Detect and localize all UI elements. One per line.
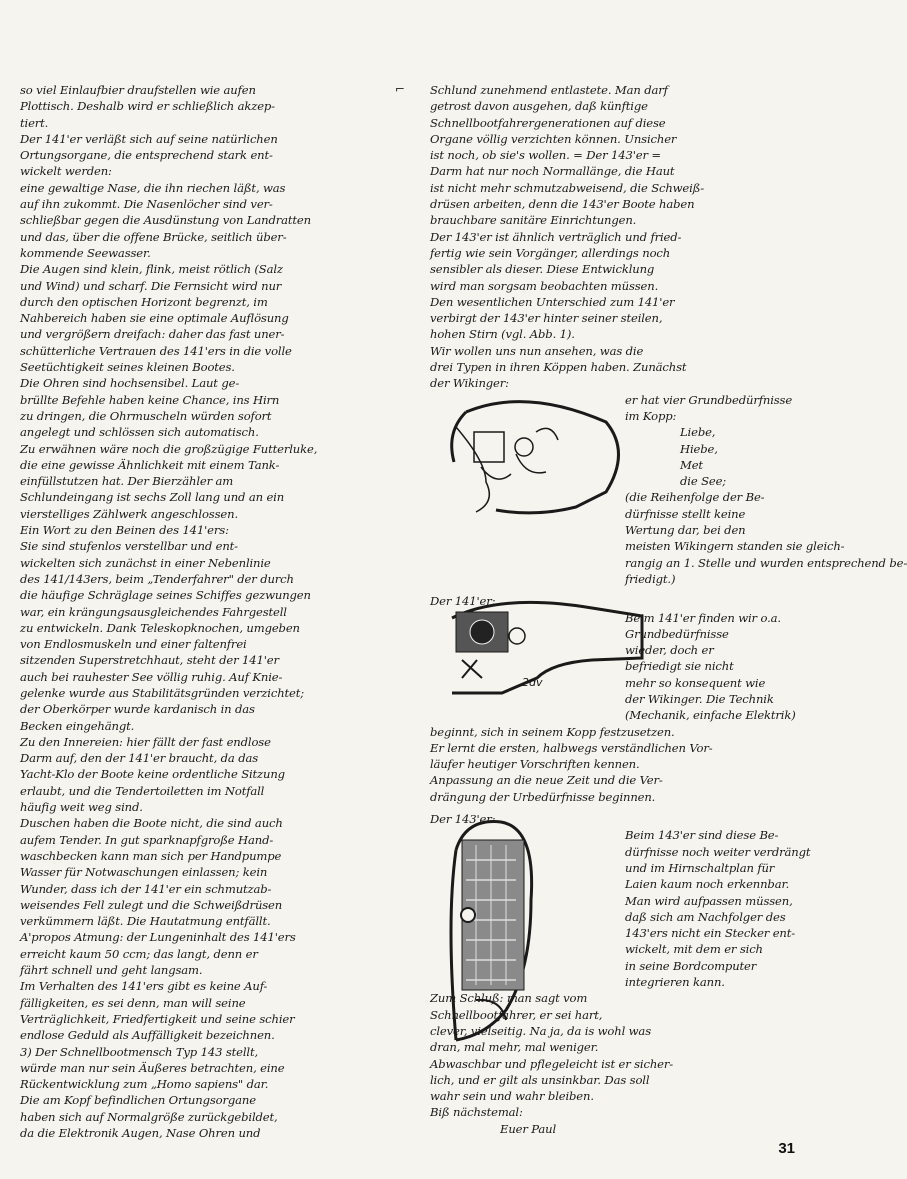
- text-line: dürfnisse noch weiter verdrängt: [625, 844, 811, 859]
- text-line: angelegt und schlössen sich automatisch.: [20, 425, 259, 440]
- text-line: mehr so konsequent wie: [625, 675, 766, 690]
- text-line: 3) Der Schnellbootmensch Typ 143 stellt,: [20, 1044, 259, 1059]
- text-line: zu entwickeln. Dank Teleskopknochen, umgeben: [20, 620, 300, 635]
- text-line: Wertung dar, bei den: [625, 523, 746, 538]
- text-line: befriedigt sie nicht: [625, 659, 734, 674]
- text-line: auch bei rauhester See völlig ruhig. Auf Knie-: [20, 669, 283, 684]
- text-line: Den wesentlichen Unterschied zum 141'er: [430, 294, 675, 309]
- text-line: sitzenden Superstretchhaut, steht der 141'er: [20, 653, 279, 668]
- text-line: Wunder, dass ich der 141'er ein schmutzab-: [20, 881, 272, 896]
- text-line: zu dringen, die Ohrmuscheln würden sofort: [20, 408, 272, 423]
- text-line: Seetüchtigkeit seines kleinen Bootes.: [20, 360, 235, 375]
- text-line: ist nicht mehr schmutzabweisend, die Schweiß-: [430, 180, 705, 195]
- text-line: clever, vielseitig. Na ja, da is wohl was: [430, 1023, 651, 1038]
- text-line: vierstelliges Zählwerk angeschlossen.: [20, 506, 238, 521]
- text-line: lich, und er gilt als unsinkbar. Das soll: [430, 1072, 650, 1087]
- text-line: Die am Kopf befindlichen Ortungsorgane: [20, 1093, 256, 1108]
- text-line: Schnellbootfahrer, er sei hart,: [430, 1007, 603, 1022]
- text-line: waschbecken kann man sich per Handpumpe: [20, 848, 282, 863]
- text-line: brauchbare sanitäre Einrichtungen.: [430, 213, 637, 228]
- text-line: Plottisch. Deshalb wird er schließlich akzep-: [20, 99, 275, 114]
- text-line: erreicht kaum 50 ccm; das langt, denn er: [20, 946, 258, 961]
- text-line: friedigt.): [625, 571, 676, 586]
- text-line: und vergrößern dreifach: daher das fast uner-: [20, 327, 285, 342]
- text-line: die häufige Schräglage seines Schiffes gezwungen: [20, 588, 311, 603]
- text-line: drüsen arbeiten, denn die 143'er Boote haben: [430, 197, 695, 212]
- text-line: haben sich auf Normalgröße zurückgebildet,: [20, 1109, 278, 1124]
- text-line: Der 141'er verläßt sich auf seine natürlichen: [20, 131, 278, 146]
- arrow-mark: ⌐: [395, 82, 406, 96]
- text-line: läufer heutiger Vorschriften kennen.: [430, 757, 640, 772]
- text-line: wahr sein und wahr bleiben.: [430, 1089, 594, 1104]
- text-line: im Kopp:: [625, 408, 677, 423]
- text-line: verkümmern läßt. Die Hautatmung entfällt.: [20, 914, 271, 929]
- typ143-head-illustration: [446, 820, 541, 1045]
- text-line: hohen Stirn (vgl. Abb. 1).: [430, 327, 575, 342]
- text-line: Beim 143'er sind diese Be-: [625, 828, 779, 843]
- text-line: Beim 141'er finden wir o.a.: [625, 610, 781, 625]
- text-line: Met: [680, 457, 703, 472]
- text-line: Schlund zunehmend entlastete. Man darf: [430, 83, 668, 97]
- text-line: die eine gewisse Ähnlichkeit mit einem Tank-: [20, 457, 280, 472]
- text-line: A'propos Atmung: der Lungeninhalt des 141'ers: [20, 930, 296, 945]
- text-line: fährt schnell und geht langsam.: [20, 963, 203, 978]
- text-line: da die Elektronik Augen, Nase Ohren und: [20, 1126, 261, 1140]
- text-line: Abwaschbar und pflegeleicht ist er sicher-: [430, 1056, 674, 1071]
- text-line: Er lernt die ersten, halbwegs verständlichen Vor-: [430, 740, 713, 755]
- left-column: [20, 82, 412, 1141]
- text-line: der Wikinger. Die Technik: [625, 691, 774, 706]
- text-line: Der 141'er:: [430, 594, 496, 609]
- text-line: Nahbereich haben sie eine optimale Auflösung: [20, 311, 289, 326]
- text-line: Die Augen sind klein, flink, meist rötlich (Salz: [20, 262, 283, 277]
- text-line: brüllte Befehle haben keine Chance, ins Hirn: [20, 392, 280, 407]
- text-line: Anpassung an die neue Zeit und die Ver-: [430, 773, 663, 788]
- text-line: eine gewaltige Nase, die ihn riechen läßt, was: [20, 180, 286, 195]
- text-line: Man wird aufpassen müssen,: [625, 893, 793, 908]
- text-line: (die Reihenfolge der Be-: [625, 490, 765, 505]
- text-line: integrieren kann.: [625, 975, 725, 990]
- right-intro: [430, 82, 810, 392]
- text-line: Im Verhalten des 141'ers gibt es keine Auf-: [20, 979, 268, 994]
- text-line: und im Hirnschaltplan für: [625, 860, 775, 875]
- text-line: der Oberkörper wurde kardanisch in das: [20, 702, 255, 717]
- text-line: Grundbedürfnisse: [625, 626, 729, 641]
- text-line: des 141/143ers, beim „Tenderfahrer" der durch: [20, 571, 294, 586]
- text-line: in seine Bordcomputer: [625, 958, 757, 973]
- text-line: auf ihn zukommt. Die Nasenlöcher sind ver-: [20, 197, 273, 212]
- text-line: Hiebe,: [680, 441, 718, 456]
- text-line: Schnellbootfahrergenerationen auf diese: [430, 115, 666, 130]
- text-line: dran, mal mehr, mal weniger.: [430, 1040, 599, 1055]
- text-line: war, ein krängungsausgleichendes Fahrgestell: [20, 604, 287, 619]
- text-line: tiert.: [20, 115, 49, 130]
- text-line: wird man sorgsam beobachten müssen.: [430, 278, 659, 293]
- text-line: der Wikinger:: [430, 376, 509, 391]
- text-line: Verträglichkeit, Friedfertigkeit und seine schier: [20, 1011, 295, 1026]
- text-line: und das, über die offene Brücke, seitlich über-: [20, 229, 287, 244]
- text-line: fälligkeiten, es sei denn, man will seine: [20, 995, 246, 1010]
- text-line: Die Ohren sind hochsensibel. Laut ge-: [20, 376, 240, 391]
- text-line: Schlundeingang ist sechs Zoll lang und an ein: [20, 490, 285, 505]
- text-line: wickelten sich zunächst in einer Nebenlinie: [20, 555, 271, 570]
- text-line: von Endlosmuskeln und einer faltenfrei: [20, 637, 247, 652]
- text-line: Wasser für Notwaschungen einlassen; kein: [20, 865, 268, 880]
- typ141-head-illustration: [442, 598, 652, 698]
- text-line: verbirgt der 143'er hinter seiner steilen,: [430, 311, 663, 326]
- text-line: wieder, doch er: [625, 643, 714, 658]
- text-line: er hat vier Grundbedürfnisse: [625, 392, 793, 407]
- page-number: 31: [778, 1140, 795, 1157]
- text-line: getrost davon ausgehen, daß künftige: [430, 99, 648, 114]
- text-line: 143'ers nicht ein Stecker ent-: [625, 926, 796, 941]
- text-line: Zu erwähnen wäre noch die großzügige Futterluke,: [20, 441, 318, 456]
- text-line: Laien kaum noch erkennbar.: [625, 877, 790, 892]
- text-line: sensibler als dieser. Diese Entwicklung: [430, 262, 655, 277]
- text-line: drängung der Urbedürfnisse beginnen.: [430, 789, 656, 804]
- text-line: beginnt, sich in seinem Kopp festzusetzen.: [430, 724, 675, 739]
- text-line: Darm auf, den der 141'er braucht, da das: [20, 751, 259, 766]
- drawing-label: 2dv: [522, 676, 543, 689]
- text-line: wickelt werden:: [20, 164, 112, 179]
- text-line: weisendes Fell zulegt und die Schweißdrüsen: [20, 897, 283, 912]
- signature: Euer Paul: [500, 1121, 557, 1136]
- text-line: daß sich am Nachfolger des: [625, 909, 786, 924]
- text-line: meisten Wikingern standen sie gleich-: [625, 539, 845, 554]
- text-line: wickelt, mit dem er sich: [625, 942, 763, 957]
- text-line: ist noch, ob sie's wollen. = Der 143'er =: [430, 148, 661, 163]
- text-line: Ein Wort zu den Beinen des 141'ers:: [20, 523, 229, 538]
- text-line: Zu den Innereien: hier fällt der fast endlose: [20, 734, 271, 749]
- text-line: Duschen haben die Boote nicht, die sind auch: [20, 816, 283, 831]
- text-line: durch den optischen Horizont begrenzt, im: [20, 294, 268, 309]
- text-line: Ortungsorgane, die entsprechend stark ent-: [20, 148, 273, 163]
- text-line: kommende Seewasser.: [20, 245, 151, 260]
- text-line: (Mechanik, einfache Elektrik): [625, 708, 796, 723]
- text-line: erlaubt, und die Tendertoiletten im Notfall: [20, 783, 265, 798]
- text-line: so viel Einlaufbier draufstellen wie aufen: [20, 83, 256, 97]
- text-line: gelenke wurde aus Stabilitätsgründen verzichtet;: [20, 685, 304, 700]
- wikinger-head-illustration: [436, 392, 636, 522]
- text-line: Der 143'er ist ähnlich verträglich und fried-: [430, 229, 682, 244]
- text-line: Zum Schluß: man sagt vom: [430, 991, 588, 1006]
- text-line: schütterliche Vertrauen des 141'ers in die volle: [20, 343, 292, 358]
- text-line: Sie sind stufenlos verstellbar und ent-: [20, 539, 238, 554]
- text-line: Liebe,: [680, 425, 716, 440]
- text-line: rangig an 1. Stelle und wurden entsprechend be-: [625, 555, 907, 570]
- text-line: Biß nächstemal:: [430, 1105, 523, 1120]
- text-line: aufem Tender. In gut sparknapfgroße Hand-: [20, 832, 274, 847]
- text-line: Becken eingehängt.: [20, 718, 135, 733]
- text-line: und Wind) und scharf. Die Fernsicht wird nur: [20, 278, 282, 293]
- text-line: häufig weit weg sind.: [20, 800, 143, 815]
- text-line: Organe völlig verzichten können. Unsicher: [430, 131, 677, 146]
- text-line: dürfnisse stellt keine: [625, 506, 746, 521]
- text-line: Wir wollen uns nun ansehen, was die: [430, 343, 644, 358]
- text-line: Darm hat nur noch Normallänge, die Haut: [430, 164, 675, 179]
- text-line: drei Typen in ihren Köppen haben. Zunächst: [430, 360, 687, 375]
- text-line: schließbar gegen die Ausdünstung von Landratten: [20, 213, 311, 228]
- text-line: endlose Geduld als Auffälligkeit bezeichnen.: [20, 1028, 275, 1043]
- text-line: fertig wie sein Vorgänger, allerdings noch: [430, 245, 671, 260]
- text-line: Der 143'er:: [430, 812, 496, 827]
- text-line: einfüllstutzen hat. Der Bierzähler am: [20, 474, 234, 489]
- text-line: die See;: [680, 474, 727, 489]
- text-line: würde man nur sein Äußeres betrachten, eine: [20, 1060, 285, 1075]
- text-line: Rückentwicklung zum „Homo sapiens" dar.: [20, 1077, 269, 1092]
- text-line: Yacht-Klo der Boote keine ordentliche Sitzung: [20, 767, 285, 782]
